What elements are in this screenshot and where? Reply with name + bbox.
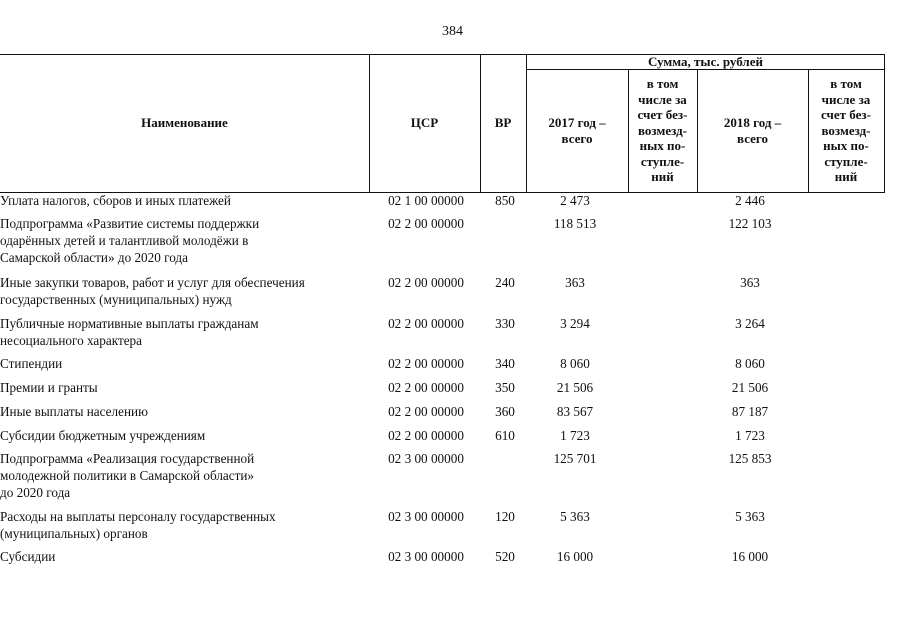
row-vr: 340 [495, 356, 515, 371]
row-2017: 21 506 [556, 380, 594, 395]
row-name: Расходы на выплаты персоналу государственных (муниципальных) органов [0, 509, 276, 541]
row-csr: 02 2 00 00000 [388, 216, 464, 231]
row-csr: 02 2 00 00000 [388, 275, 464, 290]
row-2018: 3 264 [735, 316, 765, 331]
header-sum: Сумма, тыс. рублей [648, 53, 763, 69]
row-2018: 16 000 [731, 549, 769, 564]
table-row [0, 508, 885, 548]
row-vr: 240 [495, 275, 515, 290]
row-name: Публичные нормативные выплаты гражданам несоциального характера [0, 316, 259, 348]
table-row [0, 450, 885, 508]
table-row [0, 215, 885, 274]
row-2017: 2 473 [560, 193, 590, 208]
row-2018: 21 506 [731, 380, 769, 395]
row-2018: 122 103 [728, 216, 772, 231]
row-vr: 330 [495, 316, 515, 331]
row-name: Премии и гранты [0, 380, 98, 395]
row-name: Подпрограмма «Реализация государственной молодежной политики в Самарской области» до 2020 года [0, 451, 255, 500]
row-2017: 118 513 [553, 216, 597, 231]
row-name: Иные выплаты населению [0, 404, 148, 419]
header-2017-free: в том числе за счет без- возмезд- ных по- ступле- ний [637, 76, 688, 185]
row-csr: 02 2 00 00000 [388, 404, 464, 419]
table-row [0, 355, 885, 379]
row-csr: 02 2 00 00000 [388, 428, 464, 443]
row-2017: 363 [565, 275, 585, 290]
row-2018: 8 060 [735, 356, 765, 371]
row-vr: 520 [495, 549, 515, 564]
row-vr: 350 [495, 380, 515, 395]
row-2017: 125 701 [553, 451, 597, 466]
row-name: Подпрограмма «Развитие системы поддержки одарённых детей и талантливой молодёжи в Самарской области» до 2020 года [0, 216, 260, 265]
table-row [0, 192, 885, 215]
row-csr: 02 2 00 00000 [388, 356, 464, 371]
row-2017: 83 567 [556, 404, 594, 419]
header-2018-total: 2018 год – всего [723, 115, 782, 146]
row-csr: 02 3 00 00000 [388, 451, 464, 466]
table-row [0, 274, 885, 315]
row-name: Иные закупки товаров, работ и услуг для обеспечения государственных (муниципальных) нужд [0, 275, 305, 307]
table-row [0, 379, 885, 403]
table-row [0, 427, 885, 450]
row-vr: 360 [495, 404, 515, 419]
header-2018-free: в том числе за счет без- возмезд- ных по- ступле- ний [821, 76, 871, 185]
row-name: Субсидии [0, 549, 56, 564]
row-2018: 1 723 [735, 428, 765, 443]
row-2017: 8 060 [560, 356, 590, 371]
table-row [0, 548, 885, 572]
row-2017: 16 000 [556, 549, 594, 564]
row-2018: 5 363 [735, 509, 765, 524]
row-csr: 02 3 00 00000 [388, 549, 464, 564]
row-2017: 3 294 [560, 316, 590, 331]
row-2017: 1 723 [560, 428, 590, 443]
header-name: Наименование [141, 115, 228, 131]
row-2018: 363 [740, 275, 760, 290]
row-csr: 02 2 00 00000 [388, 316, 464, 331]
page-number: 384 [442, 24, 463, 39]
header-csr: ЦСР [410, 115, 439, 131]
table-row [0, 315, 885, 355]
row-name: Субсидии бюджетным учреждениям [0, 428, 206, 443]
row-2018: 2 446 [735, 193, 765, 208]
row-name: Уплата налогов, сборов и иных платежей [0, 193, 231, 208]
row-vr: 850 [495, 193, 515, 208]
row-csr: 02 1 00 00000 [388, 193, 464, 208]
row-2018: 87 187 [731, 404, 769, 419]
row-2017: 5 363 [560, 509, 590, 524]
header-vr: ВР [494, 115, 512, 131]
table-header [0, 54, 885, 192]
table-row [0, 403, 885, 427]
row-vr: 120 [495, 509, 515, 524]
table-body [0, 192, 885, 572]
row-csr: 02 2 00 00000 [388, 380, 464, 395]
header-2017-total: 2017 год – всего [548, 115, 606, 146]
row-2018: 125 853 [728, 451, 772, 466]
row-csr: 02 3 00 00000 [388, 509, 464, 524]
row-vr: 610 [495, 428, 515, 443]
row-name: Стипендии [0, 356, 63, 371]
